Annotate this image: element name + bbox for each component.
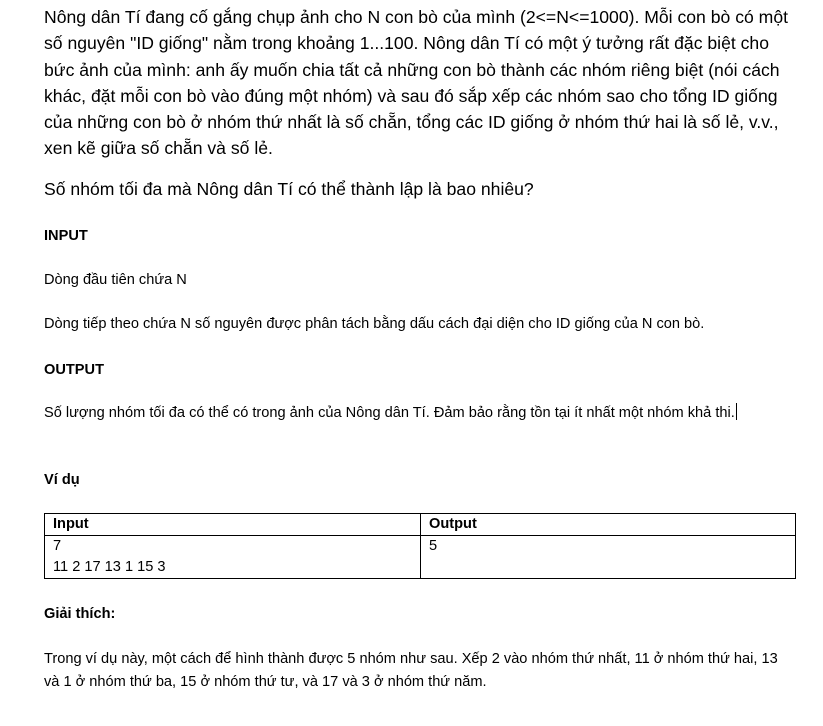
table-row: [45, 536, 796, 579]
table-header-output: Output: [421, 514, 796, 536]
output-text[interactable]: [44, 402, 789, 425]
table-cell-output: [421, 536, 796, 579]
input-line-1: Dòng đầu tiên chứa N: [44, 272, 187, 288]
input-heading: INPUT: [44, 228, 88, 244]
output-text-content: Số lượng nhóm tối đa có thể có trong ảnh của Nông dân Tí. Đảm bảo rằng tồn tại ít nhất một nhóm khả thi.: [44, 405, 735, 421]
example-heading: Ví dụ: [44, 472, 80, 488]
problem-intro: Nông dân Tí đang cố gắng chụp ảnh cho N con bò của mình (2<=N<=1000). Mỗi con bò có một số nguyên "ID giống" nằm trong khoảng 1...100. Nông dân Tí có một ý tưởng rất đặc biệt cho bức ảnh của mình: anh ấy muốn chia tất cả những con bò thành các nhóm riêng biệt (nói cách khác, đặt mỗi con bò vào đúng một nhóm) và sau đó sắp xếp các nhóm sao cho tổng ID giống của những con bò ở nhóm thứ nhất là số chẵn, tổng các ID giống ở nhóm thứ hai là số lẻ, v.v., xen kẽ giữa số chẵn và số lẻ.: [44, 7, 788, 159]
input-value-line-2: 11 2 17 13 1 15 3: [53, 559, 166, 575]
output-heading: OUTPUT: [44, 362, 104, 378]
text-cursor: [736, 403, 737, 420]
output-value-line-1: 5: [429, 538, 438, 554]
explanation-text: Trong ví dụ này, một cách để hình thành được 5 nhóm như sau. Xếp 2 vào nhóm thứ nhất, 11 ở nhóm thứ hai, 13 và 1 ở nhóm thứ ba, 15 ở nhóm thứ tư, và 17 và 3 ở nhóm thứ năm.: [44, 651, 778, 690]
example-table: [44, 513, 796, 579]
table-cell-input: [45, 536, 421, 579]
table-header-row: [45, 514, 796, 536]
input-value-line-1: 7: [53, 538, 62, 554]
input-line-2: Dòng tiếp theo chứa N số nguyên được phân tách bằng dấu cách đại diện cho ID giống của N con bò.: [44, 316, 705, 332]
explanation-heading: Giải thích:: [44, 606, 116, 622]
problem-question: Số nhóm tối đa mà Nông dân Tí có thể thành lập là bao nhiêu?: [44, 179, 534, 199]
table-header-input: Input: [45, 514, 421, 536]
